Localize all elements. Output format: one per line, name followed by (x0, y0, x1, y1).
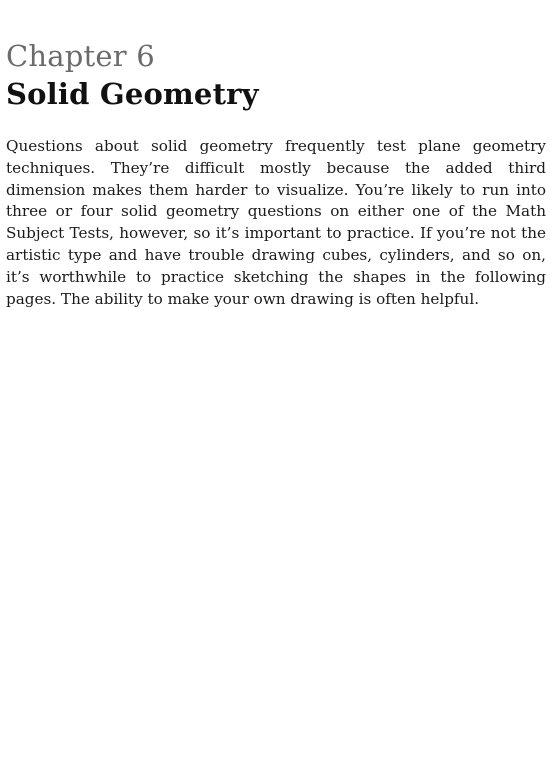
intro-paragraph: Questions about solid geometry frequently test plane geometry techniques. They’re difficult mostly because the added third dimension makes them harder to visualize. You’re likely to run into three or four solid geometry questions on either one of the Math Subject Tests, however, so it’s important to practice. If you’re not the artistic type and have trouble drawing cubes, cylinders, and so on, it’s worthwhile to practice sketching the shapes in the following pages. The ability to make your own drawing is often helpful. (6, 137, 546, 308)
chapter-title: Solid Geometry (6, 77, 259, 111)
document-page (6, 38, 546, 310)
chapter-number: Chapter 6 (6, 39, 155, 73)
